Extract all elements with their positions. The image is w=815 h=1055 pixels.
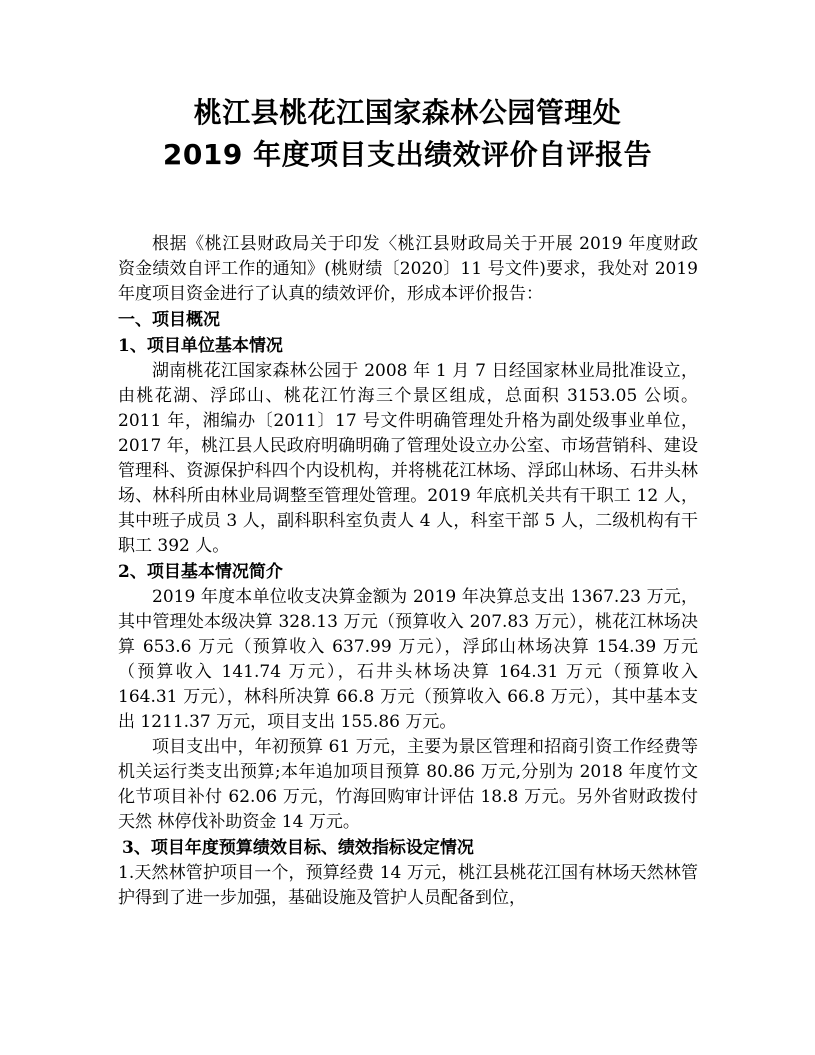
project-summary-paragraph-2: 项目支出中，年初预算 61 万元，主要为景区管理和招商引资工作经费等机关运行类支出预算;本年追加项目预算 80.86 万元,分别为 2018 年度竹文化节项目补付 62.06 万元，竹海回购审计评估 18.8 万元。另外省财政拨付天然 林停伐补助资金 14 万元。 (118, 737, 698, 832)
subsection-heading-performance-goals: 3、项目年度预算绩效目标、绩效指标设定情况 (122, 838, 474, 858)
title-line-1: 桃江县桃花江国家森林公园管理处 (193, 96, 622, 129)
section-heading-overview: 一、项目概况 (118, 310, 220, 330)
subsection-heading-unit-info: 1、项目单位基本情况 (118, 336, 283, 356)
performance-goals-paragraph: 1.天然林管护项目一个，预算经费 14 万元，桃江县桃花江国有林场天然林管护得到了进一步加强，基础设施及管护人员配备到位， (118, 863, 698, 908)
unit-info-paragraph: 湖南桃花江国家森林公园于 2008 年 1 月 7 日经国家林业局批准设立，由桃花湖、浮邱山、桃花江竹海三个景区组成，总面积 3153.05 公顷。2011 年，湘编办〔2011〕17 号文件明确管理处升格为副处级事业单位， 2017 年，桃江县人民政府明确明确了管理处设立办公室、市场营销科、建设管理科、资源保护科四个内设机构，并将桃花江林场、浮邱山林场、石井头林场、林科所由林业局调整至管理处管理。2019 年底机关共有干职工 12 人，其中班子成员 3 人，副科职科室负责人 4 人，科室干部 5 人，二级机构有干职工 392 人。 (118, 361, 698, 556)
title-block (0, 92, 815, 176)
project-summary-paragraph-1: 2019 年度本单位收支决算金额为 2019 年决算总支出 1367.23 万元，其中管理处本级决算 328.13 万元（预算收入 207.83 万元），桃花江林场决算 653.6 万元（预算收入 637.99 万元），浮邱山林场决算 154.39 万元（预算收入 141.74 万元），石井头林场决算 164.31 万元（预算收入 164.31 万元），林科所决算 66.8 万元（预算收入 66.8 万元），其中基本支出 1211.37 万元，项目支出 155.86 万元。 (118, 587, 698, 732)
subsection-heading-project-summary: 2、项目基本情况简介 (118, 562, 283, 582)
intro-paragraph: 根据《桃江县财政局关于印发〈桃江县财政局关于开展 2019 年度财政资金绩效自评工作的通知》(桃财绩〔2020〕11 号文件)要求，我处对 2019 年度项目资金进行了认真的绩效评价，形成本评价报告： (118, 234, 698, 304)
title-line-2: 2019 年度项目支出绩效评价自评报告 (162, 138, 653, 171)
document-body (118, 232, 698, 911)
